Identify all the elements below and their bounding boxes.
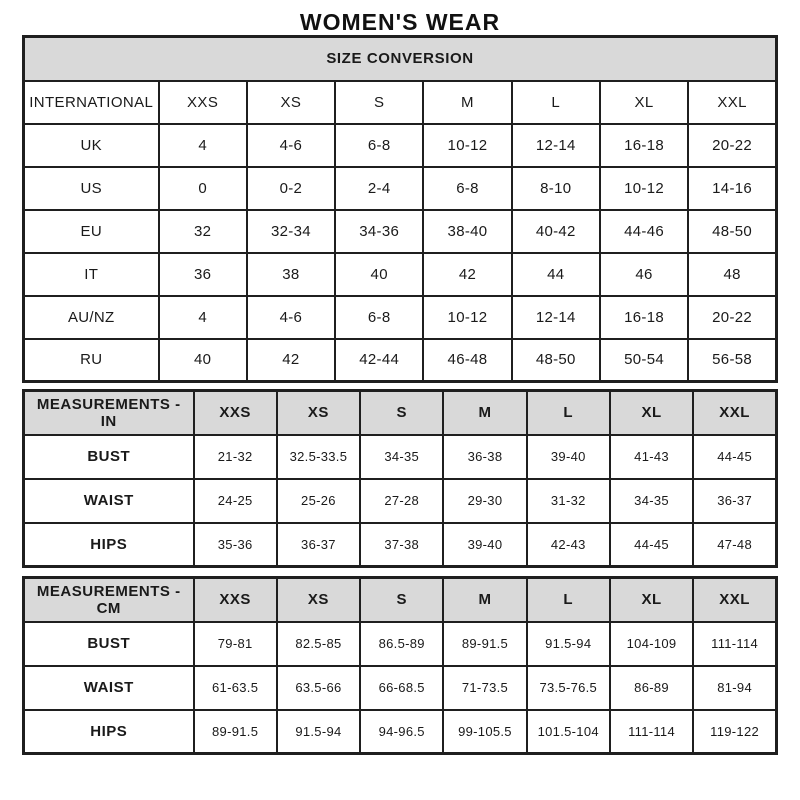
- value-cell: 36: [159, 253, 247, 296]
- value-cell: 44-45: [693, 435, 776, 479]
- value-cell: 16-18: [600, 124, 688, 167]
- header-cell-s: S: [335, 81, 423, 124]
- value-cell: 71-73.5: [443, 666, 526, 710]
- header-cell-xxs: XXS: [194, 578, 277, 622]
- value-cell: 6-8: [335, 124, 423, 167]
- value-cell: 42: [423, 253, 511, 296]
- value-cell: 31-32: [527, 479, 610, 523]
- page-title: WOMEN'S WEAR: [299, 9, 501, 35]
- value-cell: 34-35: [360, 435, 443, 479]
- value-cell: 6-8: [335, 296, 423, 339]
- value-cell: 32: [159, 210, 247, 253]
- value-cell: 42: [247, 339, 335, 382]
- row-label-uk: UK: [24, 124, 159, 167]
- header-cell-xl: XL: [600, 81, 688, 124]
- value-cell: 119-122: [693, 710, 776, 754]
- value-cell: 91.5-94: [277, 710, 360, 754]
- row-label-hips: HIPS: [24, 523, 194, 567]
- header-cell-measurements-in: MEASUREMENTS - IN: [24, 391, 194, 435]
- value-cell: 21-32: [194, 435, 277, 479]
- value-cell: 10-12: [423, 296, 511, 339]
- value-cell: 79-81: [194, 622, 277, 666]
- value-cell: 12-14: [512, 124, 600, 167]
- header-cell-m: M: [443, 391, 526, 435]
- table-row-hips: [24, 710, 777, 754]
- value-cell: 61-63.5: [194, 666, 277, 710]
- tables-container: [0, 35, 800, 755]
- value-cell: 46-48: [423, 339, 511, 382]
- row-label-au-nz: AU/NZ: [24, 296, 159, 339]
- header-cell-xs: XS: [277, 578, 360, 622]
- value-cell: 89-91.5: [443, 622, 526, 666]
- value-cell: 39-40: [443, 523, 526, 567]
- value-cell: 16-18: [600, 296, 688, 339]
- header-cell-l: L: [512, 81, 600, 124]
- header-cell-measurements-cm: MEASUREMENTS - CM: [24, 578, 194, 622]
- value-cell: 34-36: [335, 210, 423, 253]
- header-cell-xl: XL: [610, 391, 693, 435]
- header-row: [24, 81, 777, 124]
- value-cell: 8-10: [512, 167, 600, 210]
- table-row-it: [24, 253, 777, 296]
- value-cell: 4-6: [247, 296, 335, 339]
- value-cell: 4: [159, 124, 247, 167]
- value-cell: 34-35: [610, 479, 693, 523]
- value-cell: 47-48: [693, 523, 776, 567]
- value-cell: 73.5-76.5: [527, 666, 610, 710]
- value-cell: 27-28: [360, 479, 443, 523]
- value-cell: 36-38: [443, 435, 526, 479]
- value-cell: 66-68.5: [360, 666, 443, 710]
- size-conversion-table: [22, 35, 778, 383]
- value-cell: 94-96.5: [360, 710, 443, 754]
- value-cell: 6-8: [423, 167, 511, 210]
- value-cell: 38-40: [423, 210, 511, 253]
- value-cell: 48: [688, 253, 776, 296]
- header-cell-xxl: XXL: [693, 391, 776, 435]
- header-cell-m: M: [423, 81, 511, 124]
- value-cell: 40-42: [512, 210, 600, 253]
- value-cell: 89-91.5: [194, 710, 277, 754]
- value-cell: 0-2: [247, 167, 335, 210]
- value-cell: 12-14: [512, 296, 600, 339]
- header-cell-xxl: XXL: [693, 578, 776, 622]
- measurements-in-table: [22, 389, 778, 568]
- value-cell: 46: [600, 253, 688, 296]
- value-cell: 86.5-89: [360, 622, 443, 666]
- table-row-au-nz: [24, 296, 777, 339]
- row-label-hips: HIPS: [24, 710, 194, 754]
- value-cell: 40: [335, 253, 423, 296]
- table-row-eu: [24, 210, 777, 253]
- value-cell: 50-54: [600, 339, 688, 382]
- value-cell: 63.5-66: [277, 666, 360, 710]
- value-cell: 44-46: [600, 210, 688, 253]
- value-cell: 2-4: [335, 167, 423, 210]
- value-cell: 0: [159, 167, 247, 210]
- value-cell: 32.5-33.5: [277, 435, 360, 479]
- header-cell-s: S: [360, 391, 443, 435]
- value-cell: 10-12: [600, 167, 688, 210]
- value-cell: 42-43: [527, 523, 610, 567]
- row-label-it: IT: [24, 253, 159, 296]
- header-cell-l: L: [527, 578, 610, 622]
- value-cell: 40: [159, 339, 247, 382]
- value-cell: 39-40: [527, 435, 610, 479]
- header-cell-xl: XL: [610, 578, 693, 622]
- value-cell: 37-38: [360, 523, 443, 567]
- value-cell: 44: [512, 253, 600, 296]
- header-row: [24, 391, 777, 435]
- value-cell: 82.5-85: [277, 622, 360, 666]
- value-cell: 36-37: [277, 523, 360, 567]
- row-label-ru: RU: [24, 339, 159, 382]
- value-cell: 14-16: [688, 167, 776, 210]
- table-row-waist: [24, 666, 777, 710]
- value-cell: 104-109: [610, 622, 693, 666]
- header-cell-xxl: XXL: [688, 81, 776, 124]
- value-cell: 25-26: [277, 479, 360, 523]
- value-cell: 29-30: [443, 479, 526, 523]
- row-label-waist: WAIST: [24, 666, 194, 710]
- value-cell: 38: [247, 253, 335, 296]
- row-label-waist: WAIST: [24, 479, 194, 523]
- table-row-hips: [24, 523, 777, 567]
- row-label-bust: BUST: [24, 622, 194, 666]
- header-cell-l: L: [527, 391, 610, 435]
- header-cell-xs: XS: [247, 81, 335, 124]
- value-cell: 20-22: [688, 296, 776, 339]
- value-cell: 4-6: [247, 124, 335, 167]
- value-cell: 41-43: [610, 435, 693, 479]
- value-cell: 81-94: [693, 666, 776, 710]
- measurements-cm-table: [22, 576, 778, 755]
- value-cell: 32-34: [247, 210, 335, 253]
- header-cell-international: INTERNATIONAL: [24, 81, 159, 124]
- value-cell: 111-114: [610, 710, 693, 754]
- table-row-ru: [24, 339, 777, 382]
- value-cell: 101.5-104: [527, 710, 610, 754]
- value-cell: 4: [159, 296, 247, 339]
- banner-row: [24, 37, 777, 81]
- value-cell: 111-114: [693, 622, 776, 666]
- table-row-bust: [24, 435, 777, 479]
- value-cell: 56-58: [688, 339, 776, 382]
- value-cell: 48-50: [512, 339, 600, 382]
- header-cell-s: S: [360, 578, 443, 622]
- value-cell: 86-89: [610, 666, 693, 710]
- value-cell: 91.5-94: [527, 622, 610, 666]
- row-label-bust: BUST: [24, 435, 194, 479]
- header-row: [24, 578, 777, 622]
- header-cell-xs: XS: [277, 391, 360, 435]
- value-cell: 36-37: [693, 479, 776, 523]
- value-cell: 35-36: [194, 523, 277, 567]
- value-cell: 20-22: [688, 124, 776, 167]
- value-cell: 44-45: [610, 523, 693, 567]
- table-row-bust: [24, 622, 777, 666]
- value-cell: 24-25: [194, 479, 277, 523]
- value-cell: 48-50: [688, 210, 776, 253]
- row-label-eu: EU: [24, 210, 159, 253]
- value-cell: 99-105.5: [443, 710, 526, 754]
- header-cell-xxs: XXS: [194, 391, 277, 435]
- table-row-waist: [24, 479, 777, 523]
- table-row-uk: [24, 124, 777, 167]
- size-conversion-table-banner-title: SIZE CONVERSION: [24, 37, 777, 81]
- header-cell-m: M: [443, 578, 526, 622]
- row-label-us: US: [24, 167, 159, 210]
- header-cell-xxs: XXS: [159, 81, 247, 124]
- value-cell: 42-44: [335, 339, 423, 382]
- value-cell: 10-12: [423, 124, 511, 167]
- table-row-us: [24, 167, 777, 210]
